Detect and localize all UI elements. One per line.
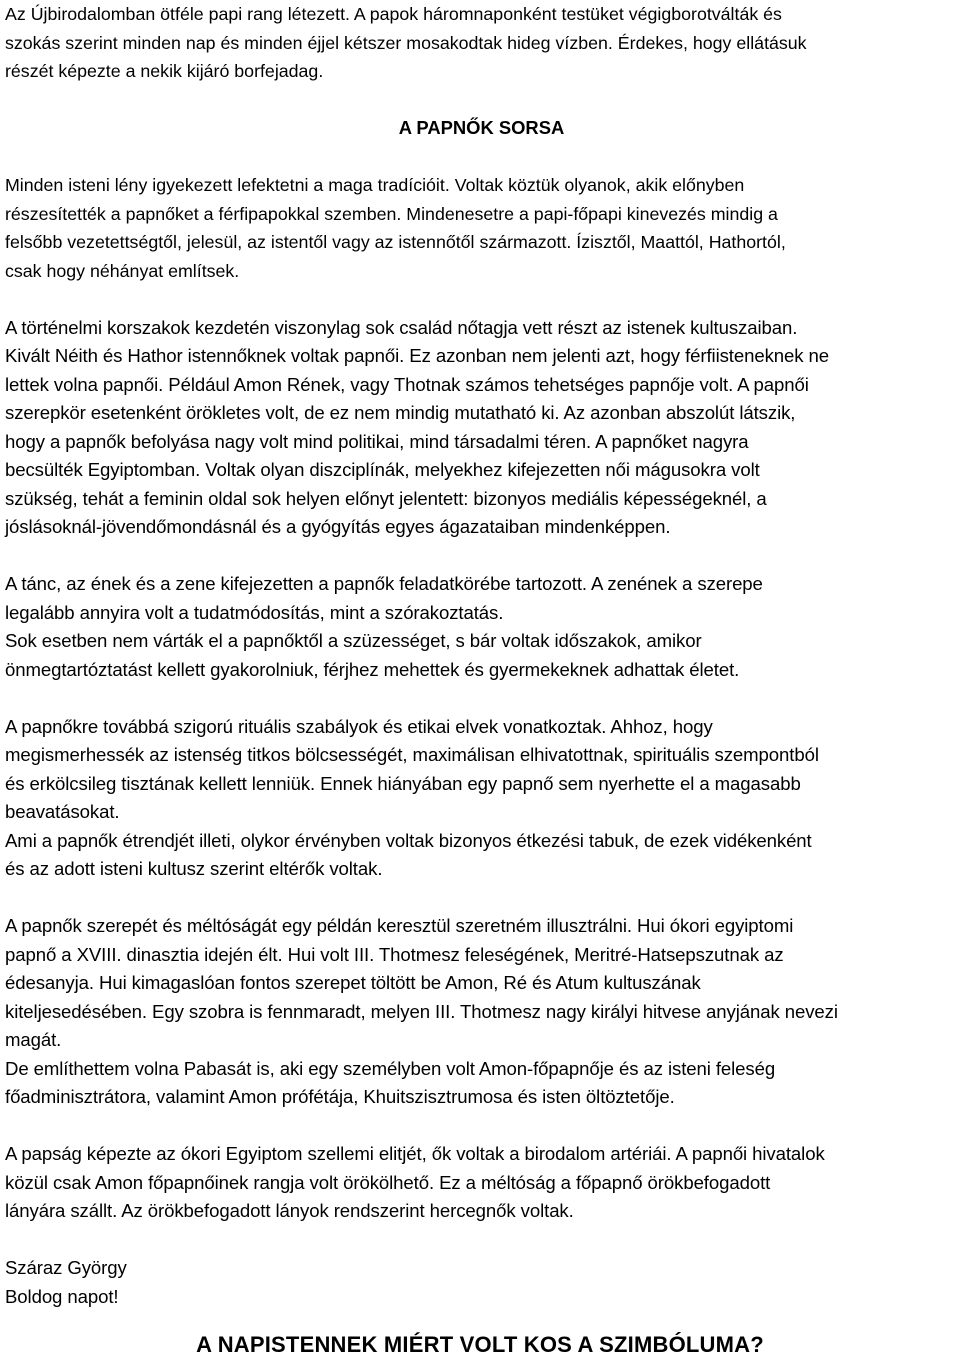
text-line: szükség, tehát a feminin oldal sok helyen előnyt jelentett: bizonyos mediális képességeknél, a — [5, 487, 767, 509]
text-line: csak hogy néhányat említsek. — [5, 260, 240, 281]
text-line: kiteljesedésében. Egy szobra is fennmaradt, melyen III. Thotmesz nagy királyi hitvese anyjának nevezi — [5, 1000, 838, 1022]
paragraph-1 — [5, 171, 958, 285]
text-line: felsőbb vezetettségtől, jelesül, az istentől vagy az istennőtől származott. Ízisztől, Maattól, Hathortól, — [5, 232, 786, 252]
text-line: lettek volna papnői. Például Amon Rének, vagy Thotnak számos tehetséges papnője volt. A papnői — [5, 373, 809, 395]
text-line: főadminisztrátora, valamint Amon prófétája, Khuitszisztrumosa és isten öltöztetője. — [5, 1086, 675, 1107]
next-article-heading: A NAPISTENNEK MIÉRT VOLT KOS A SZIMBÓLUMA? — [196, 1332, 764, 1357]
text-line: Sok esetben nem várták el a papnőktől a szüzességet, s bár voltak időszakok, amikor — [5, 630, 702, 651]
text-line: lányára szállt. Az örökbefogadott lányok rendszerint hercegnők voltak. — [5, 1200, 574, 1221]
text-line: Ami a papnők étrendjét illeti, olykor érvényben voltak bizonyos étkezési tabuk, de ezek vidékenként — [5, 829, 812, 851]
closing-greeting: Boldog napot! — [5, 1285, 119, 1307]
text-line: A tánc, az ének és a zene kifejezetten a papnők feladatkörébe tartozott. A zenének a szerepe — [5, 573, 763, 594]
signature-block — [5, 1254, 958, 1311]
text-line: édesanyja. Hui kimagaslóan fontos szerepet töltött be Amon, Ré és Atum kultuszának — [5, 972, 701, 993]
text-line: legalább annyira volt a tudatmódosítás, mint a szórakoztatás. — [5, 601, 504, 623]
text-line: részét képezte a nekik kijáró borfejadag. — [5, 61, 324, 81]
paragraph-4 — [5, 713, 958, 884]
text-line: önmegtartóztatást kellett gyakorolniuk, férjhez mehettek és gyermekeknek adhattak életet. — [5, 658, 740, 680]
text-line: beavatásokat. — [5, 801, 120, 822]
text-line: közül csak Amon főpapnőinek rangja volt örökölhető. Ez a méltóság a főpapnő örökbefogadott — [5, 1171, 771, 1193]
text-line: Minden isteni lény igyekezett lefektetni a maga tradícióit. Voltak köztük olyanok, akik előnyben — [5, 175, 745, 195]
text-line: hogy a papnők befolyása nagy volt mind politikai, mind társadalmi téren. A papnőket nagyra — [5, 430, 749, 452]
text-line: A papság képezte az ókori Egyiptom szellemi elitjét, ők voltak a birodalom artériái. A papnői hivatalok — [5, 1143, 825, 1164]
section-heading: A PAPNŐK SORSA — [398, 117, 565, 138]
text-line: papnő a XVIII. dinasztia idején élt. Hui volt III. Thotmesz feleségének, Meritré-Hatsepszutnak az — [5, 943, 784, 965]
text-line: Kivált Néith és Hathor istennőknek voltak papnői. Ez azonban nem jelenti azt, hogy férfiisteneknek ne — [5, 345, 830, 366]
text-line: Az Újbirodalomban ötféle papi rang létezett. A papok háromnaponként testüket végigborotválták és — [5, 4, 782, 24]
intro-paragraph — [5, 0, 958, 86]
text-line: megismerhessék az istenség titkos bölcsességét, maximálisan elhivatottnak, spirituális szempontból — [5, 744, 819, 765]
paragraph-2 — [5, 314, 958, 542]
document-page — [5, 0, 958, 1311]
text-line: szerepkör esetenként örökletes volt, de ez nem mindig mutatható ki. Az azonban abszolút látszik, — [5, 402, 796, 423]
text-line: részesítették a papnőket a férfipapokkal szemben. Mindenesetre a papi-főpapi kinevezés mindig a — [5, 203, 778, 224]
text-line: becsülték Egyiptomban. Voltak olyan diszciplínák, melyekhez kifejezetten női mágusokra volt — [5, 459, 760, 480]
author-name: Száraz György — [5, 1257, 127, 1278]
text-line: jóslásoknál-jövendőmondásnál és a gyógyítás egyes ágazataiban mindenképpen. — [5, 516, 671, 537]
text-line: De említhettem volna Pabasát is, aki egy személyben volt Amon-főpapnője és az isteni feleség — [5, 1057, 776, 1079]
text-line: A történelmi korszakok kezdetén viszonylag sok család nőtagja vett részt az istenek kultuszaiban. — [5, 316, 798, 338]
text-line: magát. — [5, 1029, 62, 1050]
text-line: A papnőkre továbbá szigorú rituális szabályok és etikai elvek vonatkoztak. Ahhoz, hogy — [5, 715, 713, 737]
paragraph-6 — [5, 1140, 958, 1226]
text-line: szokás szerint minden nap és minden éjjel kétszer mosakodtak hideg vízben. Érdekes, hogy ellátásuk — [5, 32, 807, 53]
paragraph-3 — [5, 570, 958, 684]
text-line: A papnők szerepét és méltóságát egy példán keresztül szeretném illusztrálni. Hui ókori egyiptomi — [5, 915, 794, 936]
text-line: és az adott isteni kultusz szerint eltérők voltak. — [5, 858, 383, 879]
text-line: és erkölcsileg tisztának kellett lenniük. Ennek hiányában egy papnő sem nyerhette el a magasabb — [5, 772, 801, 794]
paragraph-5 — [5, 912, 958, 1112]
